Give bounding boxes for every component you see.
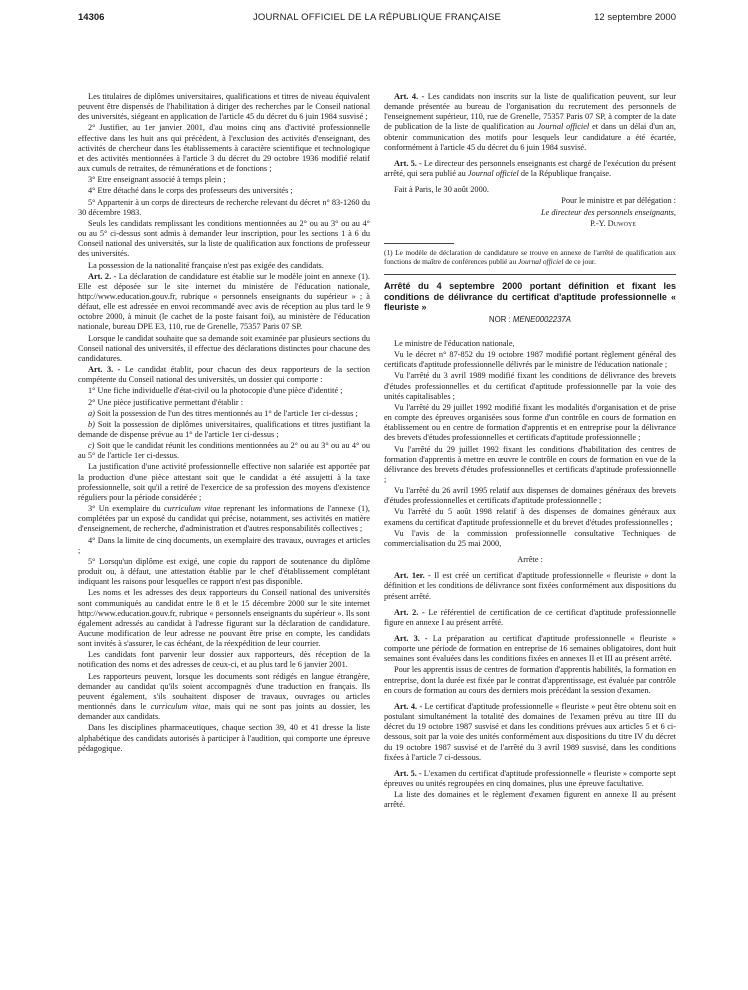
page-number: 14306 xyxy=(78,12,105,23)
paragraph xyxy=(78,504,370,534)
article-text: Le certificat d'aptitude professionnelle « fleuriste » peut être obtenu soit en postulant simultanément la totalité des domaines de l'examen prévu au titre III du décret du 19 octobre 1987 susvisé et dans les conditions prévues aux articles 5 et 6 ci-dessous, soit par la voie des unités conformément aux dispositions du titre IV du décret du 19 octobre 1987 susvisé et de l'arrêté du 3 avril 1989 susvisé, dans les conditions fixées à l'article 7 ci-dessous. xyxy=(384,701,676,762)
text-run: de ce jour. xyxy=(563,256,596,266)
text-run-italic: Journal officiel xyxy=(537,122,590,132)
article-label: Art. 5. - xyxy=(394,768,422,778)
item-text: Soit que le candidat réunit les conditions mentionnées au 2° ou au 3° ou au 4° ou au 5° de l'article 1er ci-dessus. xyxy=(78,441,370,461)
paragraph: Lorsque le candidat souhaite que sa demande soit examinée par plusieurs sections du Conseil national des universités, il effectue des déclarations distinctes pour chacune des candidatures. xyxy=(78,333,371,363)
text-run: et dans un délai d'un an, obtenir communication des motifs pour lesquels leur candidature a été écartée, conformément à l'article 45 du décret du 6 juin 1984 susvisé. xyxy=(384,122,676,152)
list-item-a xyxy=(78,409,370,419)
article-4b xyxy=(384,702,676,763)
paragraph: La liste des domaines et le règlement d'examen figurent en annexe II au présent arrêté. xyxy=(384,790,676,810)
page-header xyxy=(78,6,676,34)
article-3b xyxy=(384,634,676,664)
decree-title: Arrêté du 4 septembre 2000 portant définition et fixant les conditions de délivrance du certificat d'aptitude professionnelle « fleuriste » xyxy=(384,281,676,313)
article-text: Il est créé un certificat d'aptitude professionnelle « fleuriste » dont la définition et les conditions de délivrance sont fixées conformément aux dispositions du présent arrêté. xyxy=(384,571,676,601)
paragraph: Pour les apprentis issus de centres de formation d'apprentis habilités, la formation en entreprise, dont la durée est fixée par le contrat d'apprentissage, est évaluée par contrôle en cours de formation au cours des derniers mois précédant la session d'examen. xyxy=(384,665,676,695)
left-column xyxy=(78,92,370,755)
article-3 xyxy=(78,365,370,385)
text-run: Les rapporteurs peuvent, lorsque les documents sont rédigés en langue étrangère, demander au candidat qu'ils soient accompagnés d'une traduction en français. Ils peuvent également, s'ils souhaitent disposer de travaux, ouvrages ou articles mentionnés dans le xyxy=(78,671,370,712)
right-column xyxy=(384,92,676,812)
paragraph: La possession de la nationalité française n'est pas exigée des candidats. xyxy=(88,260,324,270)
article-5 xyxy=(384,159,676,179)
article-2 xyxy=(78,272,370,333)
nor-label: NOR : xyxy=(489,314,513,324)
article-label: Art. 2. - xyxy=(394,607,425,617)
paragraph: 4° Etre détaché dans le corps des professeurs des universités ; xyxy=(88,186,293,196)
arrete-heading: Arrête : xyxy=(517,555,543,565)
signature-role-text: Le directeur des personnels enseignants, xyxy=(541,207,676,217)
article-label: Art. 3. - xyxy=(394,634,428,643)
text-run: reprenant les informations de l'annexe (1), complétées par un exposé du candidat qui précise, notamment, ses activités en matière d'enseignement, de recherche, d'administration et d'autres responsabilités collectives ; xyxy=(78,504,370,534)
nor-code: MENE0002237A xyxy=(512,314,571,324)
paragraph: Vu l'avis de la commission professionnelle consultative Techniques de commercialisation du 25 mai 2000, xyxy=(384,528,676,548)
text-run: Les candidats non inscrits sur la liste de qualification peuvent, sur leur demande présentée au bureau de l'organisation du recrutement des personnels de l'enseignement supérieur, 110, rue de Grenelle, 75357 Paris 07 SP, à compter de la date de publication de la liste de qualification au xyxy=(384,92,676,132)
paragraph: 2° Une pièce justificative permettant d'établir : xyxy=(88,397,244,407)
text-run: de la République française. xyxy=(518,169,612,179)
text-run: , mais qui ne sont pas joints au dossier, les demander aux candidats. xyxy=(78,702,370,722)
article-text: Le candidat établit, pour chacun des deux rapporteurs de la section compétente du Conseil national des universités, un dossier qui comporte : xyxy=(78,365,370,385)
journal-title: JOURNAL OFFICIEL DE LA RÉPUBLIQUE FRANÇAISE xyxy=(252,12,502,23)
publication-date: 12 septembre 2000 xyxy=(594,12,676,23)
article-4 xyxy=(384,92,676,153)
text-run-italic: Journal officiel xyxy=(518,256,564,266)
paragraph: Les titulaires de diplômes universitaires, qualifications et titres de niveau équivalent peuvent être dispensés de l'habilitation à diriger des recherches par le Conseil national des universités, siégeant en application de l'article 45 du décret du 6 juin 1984 susvisé ; xyxy=(78,92,370,122)
article-1 xyxy=(384,571,676,601)
signature-line: Pour le ministre et par délégation : xyxy=(561,196,676,206)
paragraph: Le ministre de l'éducation nationale, xyxy=(394,338,515,348)
article-text: La déclaration de candidature est établie sur le modèle joint en annexe (1). Elle est déposée sur le site internet du ministère de l'éducation nationale, http://www.education.gouv.fr, rubrique « personnels enseignants du supérieur » ; à défaut, elle est adressée en envoi recommandé avec avis de réception au plus tard le 9 octobre 2000, à minuit (le cachet de la poste faisant foi), au ministère de l'éducation nationale, bureau DPE E3, 110, rue de Grenelle, 75357 Paris 07 SP. xyxy=(78,271,370,332)
text-run-italic: curriculum vitae xyxy=(164,504,221,514)
article-text: La préparation au certificat d'aptitude professionnelle « fleuriste » comporte une période de formation en entreprise de 16 semaines obligatoires, dont huit semaines sont évaluées dans les conditions fixées en annexes II et III au présent arrêté. xyxy=(384,634,676,664)
article-label: Art. 2. - xyxy=(88,271,117,281)
text-run: (1) Le modèle de déclaration de candidature se trouve en annexe de l'arrêté de qualification aux fonctions de maître de conférences publié au xyxy=(384,247,676,266)
article-label: Art. 3. - xyxy=(88,365,121,375)
footnote-divider xyxy=(384,243,454,244)
item-letter: b) xyxy=(88,419,95,429)
paragraph: Dans les disciplines pharmaceutiques, chaque section 39, 40 et 41 dresse la liste alphabétique des candidats autorisés à participer à l'audition, qui comporte une épreuve pédagogique. xyxy=(78,723,370,753)
section-divider xyxy=(384,274,676,275)
paragraph: Vu le décret n° 87-852 du 19 octobre 1987 modifié portant règlement général des certificats d'aptitude professionnelle délivrés par le ministre de l'éducation nationale ; xyxy=(384,350,676,370)
item-letter: c) xyxy=(88,441,95,451)
article-text: L'examen du certificat d'aptitude professionnelle « fleuriste » comporte sept épreuves ou unités regroupées en cinq domaines, plus une épreuve facultative. xyxy=(384,768,676,789)
paragraph: 4° Dans la limite de cinq documents, un exemplaire des travaux, ouvrages et articles ; xyxy=(78,535,370,555)
paragraph: 2° Justifier, au 1er janvier 2001, d'au moins cinq ans d'activité professionnelle effective dans les huit ans qui précèdent, à l'exclusion des activités d'enseignant, des activités de chercheur dans les établissements à caractère scientifique et technologique et des activités mentionnées à l'article 3 du décret du 29 octobre 1936 modifié relatif aux cumuls de retraites, de rémunérations et de fonctions ; xyxy=(78,123,370,174)
text-run: 3° Un exemplaire du xyxy=(88,504,164,514)
text-run: Le directeur des personnels enseignants est chargé de l'exécution du présent arrêté, qui sera publié au xyxy=(384,158,676,179)
list-item-b xyxy=(78,420,370,440)
paragraph: 5° Appartenir à un corps de directeurs de recherche relevant du décret n° 83-1260 du 30 décembre 1983. xyxy=(78,197,370,217)
article-2b xyxy=(384,608,676,628)
paragraph: La justification d'une activité professionnelle effective non salariée est apportée par la production d'une pièce attestant soit que le candidat a été assujetti à la taxe professionnelle, soit qu'il a retiré de l'exercice de sa profession des moyens d'existence réguliers pour la période considérée ; xyxy=(78,462,370,502)
article-label: Art. 4. - xyxy=(394,701,423,711)
article-label: Art. 5. - xyxy=(394,158,422,168)
item-letter: a) xyxy=(88,408,95,418)
item-text: Soit la possession de l'un des titres mentionnés au 1° de l'article 1er ci-dessus ; xyxy=(94,408,358,418)
list-item-c xyxy=(78,441,370,461)
signatory-name: P.-Y. Duwoye xyxy=(590,218,636,228)
article-text: Le référentiel de certification de ce certificat d'aptitude professionnelle figure en annexe I au présent arrêté. xyxy=(384,607,676,627)
footnote xyxy=(384,249,676,266)
article-label: Art. 1er. - xyxy=(394,571,431,581)
paragraph: Vu l'arrêté du 5 août 1998 relatif à des dispenses de domaines généraux aux examens du certificat d'aptitude professionnelle et du brevet d'études professionnelles ; xyxy=(384,507,676,527)
paragraph: Seuls les candidats remplissant les conditions mentionnées au 2° ou au 3° ou au 4° ou au 5° ci-dessus sont admis à demander leur inscription, pour les sections 1 à 6 du Conseil national des universités, sur la liste de qualification aux fonctions de professeur des universités. xyxy=(78,218,370,259)
paragraph: Vu l'arrêté du 26 avril 1995 relatif aux dispenses de domaines généraux des brevets d'études professionnelles et certificats d'aptitude professionnelle ; xyxy=(384,486,676,506)
text-run-italic: curriculum vitae xyxy=(150,702,209,712)
paragraph: 5° Lorsqu'un diplôme est exigé, une copie du rapport de soutenance du diplôme produit ou, à défaut, une attestation établie par le chef d'établissement complétant indiquant les raisons pour lesquelles ce rapport n'est pas disponible. xyxy=(78,556,370,587)
article-label: Art. 4. - xyxy=(394,92,425,101)
paragraph xyxy=(78,672,370,723)
paragraph: Les noms et les adresses des deux rapporteurs du Conseil national des universités sont communiqués au candidat entre le 8 et le 15 décembre 2000 sur le site internet http://www.education.gouv.fr, rubrique « personnels enseignants du supérieur ». Ils sont également adressés au candidat à l'adresse figurant sur la déclaration de candidature. Aucune modification de leur adresse ne pouvant être prise en compte, les candidats sont invités à s'assurer, le cas échéant, de la réexpédition de leur courrier. xyxy=(78,588,370,649)
paragraph: Vu l'arrêté du 3 avril 1989 modifié fixant les conditions de délivrance des brevets d'études professionnelles et du certificat d'aptitude professionnelle par la voie des unités capitalisables ; xyxy=(384,371,676,401)
signature-role xyxy=(384,208,676,218)
paragraph: 1° Une fiche individuelle d'état-civil ou la photocopie d'une pièce d'identité ; xyxy=(88,386,343,396)
paragraph: Vu l'arrêté du 29 juillet 1992 fixant les conditions d'habilitation des centres de formation d'apprentis à mettre en œuvre le contrôle en cours de formation en vue de la délivrance des brevets d'études professionnelles et certificats d'aptitude professionnelle ; xyxy=(384,444,676,484)
paragraph: Les candidats font parvenir leur dossier aux rapporteurs, dès réception de la notification des noms et des adresses de ceux-ci, et au plus tard le 6 janvier 2001. xyxy=(78,650,370,670)
nor-reference xyxy=(384,315,676,325)
signature-date: Fait à Paris, le 30 août 2000. xyxy=(394,185,489,195)
text-run-italic: Journal officiel xyxy=(467,169,519,179)
paragraph: Vu l'arrêté du 29 juillet 1992 modifié fixant les modalités d'organisation et de prise en compte des épreuves organisées sous forme d'un contrôle en cours de formation en établissement ou en centre de formation d'apprentis et en entreprise pour la délivrance des brevets d'études professionnelles et certificats d'aptitude professionnelle ; xyxy=(384,402,676,443)
paragraph: 3° Etre enseignant associé à temps plein ; xyxy=(88,175,226,185)
article-5b xyxy=(384,769,676,789)
item-text: Soit la possession de diplômes universitaires, qualifications et titres justifiant la demande de dispense prévue au 1° de l'article 1er ci-dessus ; xyxy=(78,419,370,439)
